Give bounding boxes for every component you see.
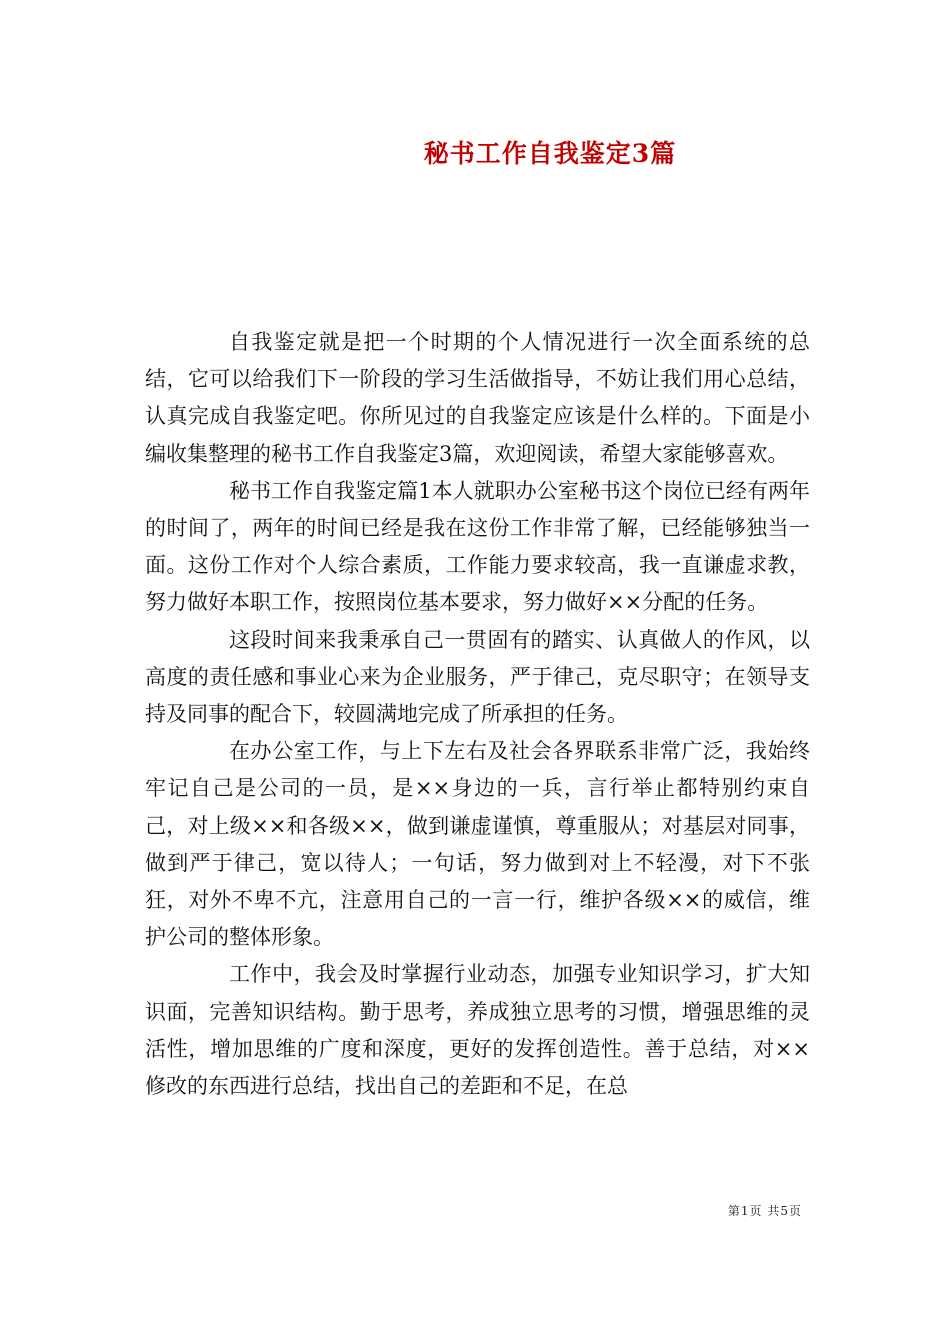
paragraph-intro: 自我鉴定就是把一个时期的个人情况进行一次全面系统的总结，它可以给我们下一阶段的学习生活做指导，不妨让我们用心总结，认真完成自我鉴定吧。你所见过的自我鉴定应该是什么样的。下面是小编收集整理的秘书工作自我鉴定3篇，欢迎阅读，希望大家能够喜欢。 [145, 330, 810, 466]
document-body [145, 324, 810, 1105]
paragraph-3: 在办公室工作，与上下左右及社会各界联系非常广泛，我始终牢记自己是公司的一员，是××身边的一兵，言行举止都特别约束自己，对上级××和各级××，做到谦虚谨慎，尊重服从；对基层对同事，做到严于律己，宽以待人；一句话，努力做到对上不轻漫，对下不张狂，对外不卑不亢，注意用自己的一言一行，维护各级××的威信，维护公司的整体形象。 [145, 739, 810, 950]
page-number-footer: 第1页 共5页 [727, 1204, 802, 1218]
paragraph-2: 这段时间来我秉承自己一贯固有的踏实、认真做人的作风，以高度的责任感和事业心来为企业服务，严于律己，克尽职守；在领导支持及同事的配合下，较圆满地完成了所承担的任务。 [145, 627, 810, 727]
paragraph-4: 工作中，我会及时掌握行业动态，加强专业知识学习，扩大知识面，完善知识结构。勤于思考，养成独立思考的习惯，增强思维的灵活性，增加思维的广度和深度，更好的发挥创造性。善于总结，对××修改的东西进行总结，找出自己的差距和不足，在总 [145, 962, 810, 1099]
paragraph-1: 秘书工作自我鉴定篇1本人就职办公室秘书这个岗位已经有两年的时间了，两年的时间已经是我在这份工作非常了解，已经能够独当一面。这份工作对个人综合素质，工作能力要求较高，我一直谦虚求教，努力做好本职工作，按照岗位基本要求，努力做好××分配的任务。 [145, 478, 810, 615]
document-title: 秘书工作自我鉴定3篇 [423, 139, 677, 168]
